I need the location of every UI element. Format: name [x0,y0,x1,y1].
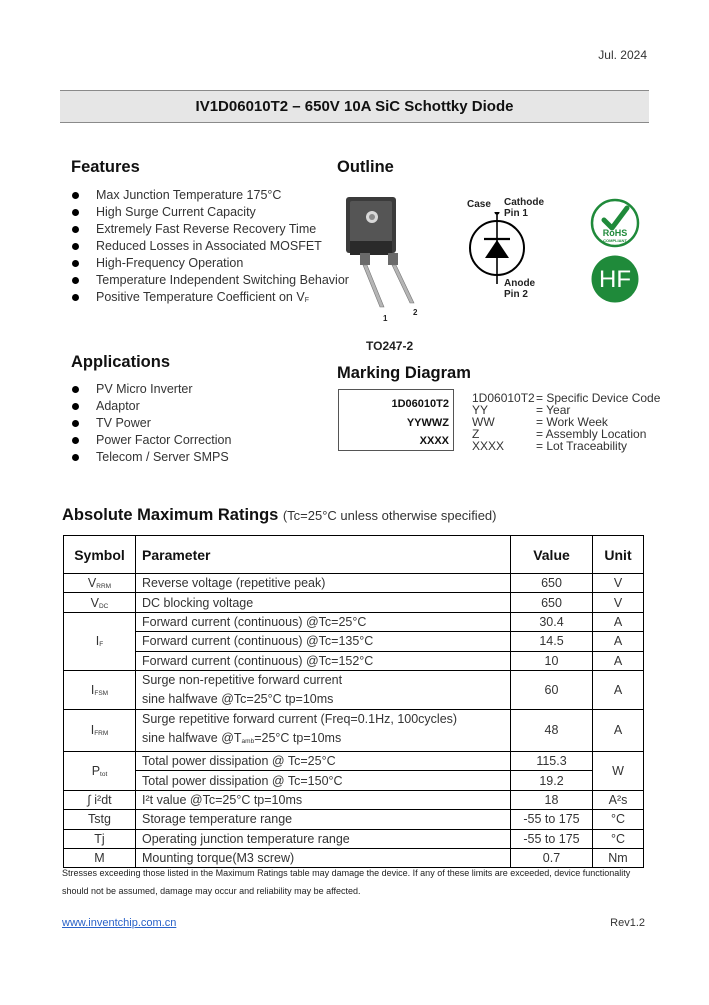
symbol-text: I [90,723,95,738]
legend-desc: = Specific Device Code [536,391,661,405]
diode-triangle [485,240,509,258]
hf-text: HF [599,266,631,293]
value-cell: 14.5 [511,632,593,651]
symbol-cell [64,593,136,612]
table-row [64,790,644,809]
title-bar [60,90,649,123]
table-row [64,651,644,670]
param-text: sine halfwave @T [142,730,242,745]
lead-base-2 [388,253,398,265]
halogen-free-badge-icon [590,254,640,304]
param-line: Surge non-repetitive forward current [142,672,343,687]
subscript: F [304,297,309,304]
pin-2-label: 2 [413,308,418,317]
unit-cell: A [593,612,644,631]
table-row [64,632,644,651]
marking-box [338,389,454,451]
package-label: TO247-2 [366,339,414,353]
unit-cell: A [593,709,644,751]
case-label: Case [467,199,491,210]
list-item: PV Micro Inverter [70,381,231,398]
symbol-text: V [90,595,99,610]
marking-line-1: 1D06010T2 [391,398,449,410]
table-row [64,829,644,848]
anode-text: Anode [504,278,536,289]
param-cell: DC blocking voltage [136,593,511,612]
value-cell: -55 to 175 [511,829,593,848]
legend-code: XXXX [472,439,505,453]
ratings-note: Stresses exceeding those listed in the Maximum Ratings table may damage the device. If any of these limits are exceeded, device functionality should not be assumed, damage may occur and reliability may be affected. [62,868,631,896]
outline-heading: Outline [337,158,394,176]
document-title: IV1D06010T2 – 650V 10A SiC Schottky Diode [195,98,514,115]
legend-row [472,440,660,452]
list-item [70,289,349,309]
to247-package-image [340,195,420,327]
features-list [70,187,349,309]
unit-cell: A [593,651,644,670]
cathode-dot [494,212,499,215]
lead-1 [363,265,384,307]
value-cell: 650 [511,574,593,593]
param-cell: Operating junction temperature range [136,829,511,848]
list-item: Power Factor Correction [70,432,231,449]
table-header-row [64,536,644,574]
list-item-text: Positive Temperature Coefficient on V [96,290,305,304]
list-item: High Surge Current Capacity [70,204,349,221]
param-cell: Reverse voltage (repetitive peak) [136,574,511,593]
rohs-text: RoHS [602,228,628,238]
marking-heading: Marking Diagram [337,364,471,382]
symbol-sub: FSM [94,689,109,697]
ratings-title: Absolute Maximum Ratings [62,506,279,524]
marking-legend [472,392,660,452]
param-line [142,729,510,751]
param-cell: I²t value @Tc=25°C tp=10ms [136,790,511,809]
param-line: Surge repetitive forward current (Freq=0.1Hz, 100cycles) [142,711,458,726]
unit-cell: A²s [593,790,644,809]
param-sub: amb [241,737,255,745]
applications-heading: Applications [71,353,171,371]
col-parameter: Parameter [136,536,511,574]
param-text: =25°C tp=10ms [254,730,342,745]
param-line: sine halfwave @Tc=25°C tp=10ms [142,691,334,706]
param-cell: Mounting torque(M3 screw) [136,848,511,867]
table-row [64,612,644,631]
list-item: Telecom / Server SMPS [70,449,231,466]
list-item: Temperature Independent Switching Behavior [70,272,349,289]
revision-label: Rev1.2 [610,917,645,929]
ratings-table [63,535,644,868]
value-cell: 18 [511,790,593,809]
symbol-text: I [90,682,95,697]
col-symbol: Symbol [64,536,136,574]
param-cell: Storage temperature range [136,810,511,829]
cathode-pin: Pin 1 [504,208,528,219]
symbol-cell: ∫ i²dt [64,790,136,809]
value-cell: 48 [511,709,593,751]
diode-symbol-icon [466,212,528,284]
symbol-cell [64,612,136,670]
symbol-sub: RRM [96,583,112,591]
legend-code: YY [472,403,489,417]
anode-pin: Pin 2 [504,289,528,300]
cathode-text: Cathode [504,197,544,208]
symbol-cell: Tstg [64,810,136,829]
rohs-badge-icon [590,198,640,248]
table-row [64,670,644,709]
param-cell: Forward current (continuous) @Tc=25°C [136,612,511,631]
ratings-heading [62,506,496,525]
lead-2 [392,265,414,303]
unit-cell: W [593,751,644,790]
symbol-sub: FRM [94,730,109,738]
applications-list [70,381,231,466]
list-item: TV Power [70,415,231,432]
unit-cell: °C [593,829,644,848]
table-row [64,574,644,593]
mounting-hole-inner [369,214,375,220]
col-value: Value [511,536,593,574]
param-cell: Forward current (continuous) @Tc=152°C [136,651,511,670]
value-cell: 10 [511,651,593,670]
rohs-sub: COMPLIANT [603,238,627,243]
table-row [64,751,644,770]
package-bottom [350,241,392,255]
symbol-cell [64,709,136,751]
unit-cell: A [593,670,644,709]
list-item: High-Frequency Operation [70,255,349,272]
param-cell: Forward current (continuous) @Tc=135°C [136,632,511,651]
value-cell: 0.7 [511,848,593,867]
symbol-cell: Tj [64,829,136,848]
list-item: Adaptor [70,398,231,415]
table-row [64,709,644,751]
lead-base-1 [360,253,370,265]
table-row [64,771,644,790]
list-item: Extremely Fast Reverse Recovery Time [70,221,349,238]
symbol-cell [64,670,136,709]
legend-desc: = Lot Traceability [536,439,628,453]
legend-desc: = Year [536,403,571,417]
param-cell: Total power dissipation @ Tc=150°C [136,771,511,790]
ratings-condition: (Tc=25°C unless otherwise specified) [282,508,497,523]
marking-line-3: XXXX [419,435,449,447]
cathode-label [504,197,544,219]
pin-1-label: 1 [383,314,388,323]
value-cell: 30.4 [511,612,593,631]
legend-code: Z [472,427,480,441]
symbol-sub: F [99,641,104,649]
symbol-text: I [95,634,100,649]
unit-cell: °C [593,810,644,829]
table-row [64,593,644,612]
symbol-sub: DC [98,602,109,610]
value-cell: 60 [511,670,593,709]
unit-cell: V [593,574,644,593]
legend-desc: = Work Week [536,415,608,429]
list-item: Reduced Losses in Associated MOSFET [70,238,349,255]
param-cell [136,670,511,709]
value-cell: 650 [511,593,593,612]
document-date: Jul. 2024 [598,48,647,62]
symbol-cell [64,751,136,790]
legend-desc: = Assembly Location [536,427,647,441]
symbol-text: P [91,763,101,778]
param-cell [136,709,511,751]
website-link[interactable]: www.inventchip.com.cn [62,917,177,929]
col-unit: Unit [593,536,644,574]
legend-code: WW [472,415,495,429]
marking-line-2: YYWWZ [406,417,449,429]
table-row [64,810,644,829]
anode-label [504,278,535,300]
param-cell: Total power dissipation @ Tc=25°C [136,751,511,770]
symbol-sub: tot [100,770,108,778]
legend-code: 1D06010T2 [472,391,535,405]
list-item: Max Junction Temperature 175°C [70,187,349,204]
value-cell: -55 to 175 [511,810,593,829]
unit-cell: A [593,632,644,651]
symbol-text: V [87,576,97,591]
symbol-cell [64,574,136,593]
symbol-cell: M [64,848,136,867]
value-cell: 115.3 [511,751,593,770]
unit-cell: Nm [593,848,644,867]
unit-cell: V [593,593,644,612]
features-heading: Features [71,158,140,176]
value-cell: 19.2 [511,771,593,790]
